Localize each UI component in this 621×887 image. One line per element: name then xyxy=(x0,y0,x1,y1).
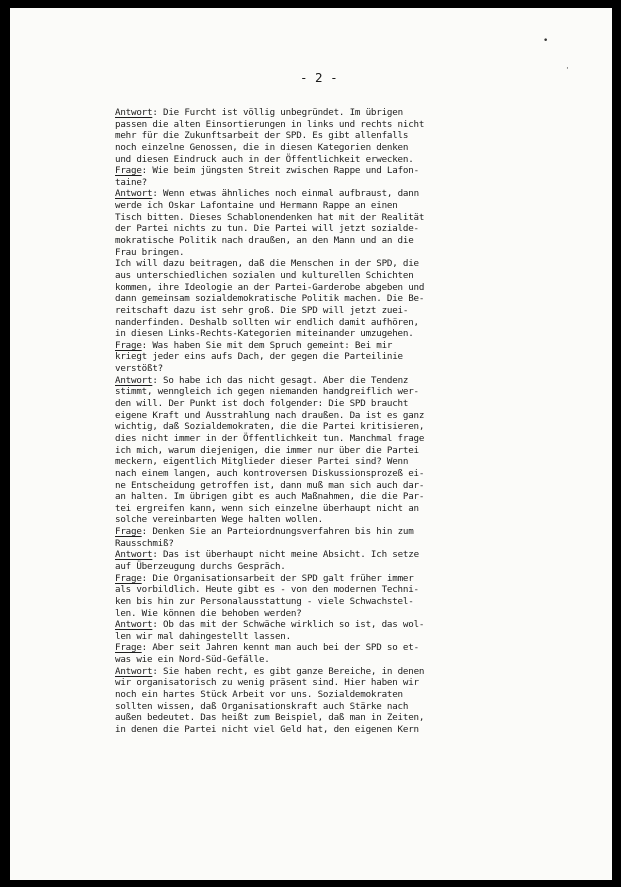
text-line xyxy=(115,491,575,503)
text-line xyxy=(115,130,575,142)
speaker-label: Antwort xyxy=(115,549,153,561)
interview-text xyxy=(115,107,575,736)
line-text: wichtig, daß Sozialdemokraten, die die Partei kritisieren, xyxy=(115,421,425,433)
text-line xyxy=(115,468,575,480)
line-text: verstößt? xyxy=(115,363,163,375)
page-number: - 2 - xyxy=(300,70,338,85)
line-text: : Ob das mit der Schwäche wirklich so ist, das wol- xyxy=(152,619,425,631)
line-text: len wir mal dahingestellt lassen. xyxy=(115,630,291,642)
text-line xyxy=(115,631,575,643)
line-text: : Wie beim jüngsten Streit zwischen Rappe und Lafon- xyxy=(141,165,419,177)
text-line xyxy=(115,480,575,492)
text-line xyxy=(115,654,575,666)
line-text: ne Entscheidung getroffen ist, dann muß man sich auch dar- xyxy=(115,479,425,491)
text-line xyxy=(115,549,575,561)
line-text: ich mich, warum diejenigen, die immer nur über die Partei xyxy=(115,444,419,456)
speaker-label: Frage xyxy=(115,572,142,584)
speaker-label: Frage xyxy=(115,165,142,177)
text-line xyxy=(115,142,575,154)
text-line xyxy=(115,398,575,410)
text-line xyxy=(115,573,575,585)
line-text: und diesen Eindruck auch in der Öffentlichkeit erwecken. xyxy=(115,153,414,165)
text-line xyxy=(115,514,575,526)
line-text: Tisch bitten. Dieses Schablonendenken hat mit der Realität xyxy=(115,211,425,223)
text-line xyxy=(115,677,575,689)
text-line xyxy=(115,445,575,457)
text-line xyxy=(115,235,575,247)
text-line xyxy=(115,584,575,596)
text-line xyxy=(115,724,575,736)
line-text: mokratische Politik nach draußen, an den Mann und an die xyxy=(115,235,414,247)
line-text: : Die Organisationsarbeit der SPD galt früher immer xyxy=(141,572,414,584)
scan-speck: • xyxy=(543,36,549,46)
text-line xyxy=(115,119,575,131)
line-text: solche vereinbarten Wege halten wollen. xyxy=(115,514,323,526)
text-line xyxy=(115,666,575,678)
line-text: : Aber seit Jahren kennt man auch bei der SPD so et- xyxy=(141,642,419,654)
line-text: taine? xyxy=(115,176,147,188)
line-text: : Denken Sie an Parteiordnungsverfahren bis hin zum xyxy=(141,526,414,538)
line-text: : Das ist überhaupt nicht meine Absicht. Ich setze xyxy=(152,549,419,561)
line-text: ken bis hin zur Personalausstattung - viele Schwachstel- xyxy=(115,595,414,607)
text-line xyxy=(115,712,575,724)
text-line xyxy=(115,410,575,422)
speaker-label: Frage xyxy=(115,642,142,654)
line-text: wir organisatorisch zu wenig präsent sind. Hier haben wir xyxy=(115,677,419,689)
line-text: an halten. Im übrigen gibt es auch Maßnahmen, die die Par- xyxy=(115,491,425,503)
line-text: stimmt, wenngleich ich gegen niemanden handgreiflich wer- xyxy=(115,386,419,398)
line-text: nanderfinden. Deshalb sollten wir endlich damit aufhören, xyxy=(115,316,419,328)
line-text: Rausschmiß? xyxy=(115,537,174,549)
line-text: : Wenn etwas ähnliches noch einmal aufbraust, dann xyxy=(152,188,419,200)
text-line xyxy=(115,165,575,177)
text-line xyxy=(115,526,575,538)
line-text: mehr für die Zukunftsarbeit der SPD. Es gibt allenfalls xyxy=(115,130,409,142)
text-line xyxy=(115,177,575,189)
text-line xyxy=(115,375,575,387)
text-line xyxy=(115,270,575,282)
text-line xyxy=(115,503,575,515)
text-line xyxy=(115,608,575,620)
line-text: in diesen Links-Rechts-Kategorien miteinander umzugehen. xyxy=(115,328,414,340)
text-line xyxy=(115,293,575,305)
speaker-label: Antwort xyxy=(115,374,153,386)
line-text: dies nicht immer in der Öffentlichkeit tun. Manchmal frage xyxy=(115,432,425,444)
line-text: den will. Der Punkt ist doch folgender: Die SPD braucht xyxy=(115,398,409,410)
text-line xyxy=(115,561,575,573)
text-line xyxy=(115,642,575,654)
text-line xyxy=(115,363,575,375)
text-line xyxy=(115,247,575,259)
line-text: nach einem langen, auch kontroversen Diskussionsprozeß ei- xyxy=(115,467,425,479)
speaker-label: Antwort xyxy=(115,619,153,631)
text-line xyxy=(115,328,575,340)
text-line xyxy=(115,317,575,329)
text-line xyxy=(115,282,575,294)
line-text: kommen, ihre Ideologie an der Partei-Garderobe abgeben und xyxy=(115,281,425,293)
speaker-label: Frage xyxy=(115,339,142,351)
text-line xyxy=(115,456,575,468)
speaker-label: Antwort xyxy=(115,665,153,677)
text-line xyxy=(115,200,575,212)
line-text: tei ergreifen kann, wenn sich einzelne überhaupt nicht an xyxy=(115,502,419,514)
text-line xyxy=(115,223,575,235)
line-text: Ich will dazu beitragen, daß die Menschen in der SPD, die xyxy=(115,258,419,270)
text-line xyxy=(115,188,575,200)
line-text: noch einzelne Genossen, die in diesen Kategorien denken xyxy=(115,141,409,153)
text-line xyxy=(115,258,575,270)
line-text: was wie ein Nord-Süd-Gefälle. xyxy=(115,654,270,666)
text-line xyxy=(115,619,575,631)
line-text: reitschaft dazu ist sehr groß. Die SPD will jetzt zuei- xyxy=(115,304,409,316)
text-line xyxy=(115,154,575,166)
text-line xyxy=(115,340,575,352)
line-text: dann gemeinsam sozialdemokratische Politik machen. Die Be- xyxy=(115,293,425,305)
text-line xyxy=(115,433,575,445)
scan-speck: · xyxy=(566,64,569,74)
speaker-label: Antwort xyxy=(115,188,153,200)
text-line xyxy=(115,305,575,317)
line-text: noch ein hartes Stück Arbeit vor uns. Sozialdemokraten xyxy=(115,689,403,701)
text-line xyxy=(115,107,575,119)
line-text: aus unterschiedlichen sozialen und kulturellen Schichten xyxy=(115,269,414,281)
text-line xyxy=(115,212,575,224)
text-line xyxy=(115,689,575,701)
line-text: : So habe ich das nicht gesagt. Aber die Tendenz xyxy=(152,374,409,386)
speaker-label: Antwort xyxy=(115,107,153,118)
text-line xyxy=(115,351,575,363)
line-text: der Partei nichts zu tun. Die Partei will jetzt sozialde- xyxy=(115,223,419,235)
line-text: außen bedeutet. Das heißt zum Beispiel, daß man in Zeiten, xyxy=(115,712,425,724)
text-line xyxy=(115,596,575,608)
text-line xyxy=(115,421,575,433)
line-text: auf Überzeugung durchs Gespräch. xyxy=(115,560,286,572)
line-text: sollten wissen, daß Organisationskraft auch Stärke nach xyxy=(115,700,409,712)
line-text: passen die alten Einsortierungen in links und rechts nicht xyxy=(115,118,425,130)
text-line xyxy=(115,386,575,398)
line-text: meckern, eigentlich Mitglieder dieser Partei sind? Wenn xyxy=(115,456,409,468)
line-text: len. Wie können die behoben werden? xyxy=(115,607,302,619)
line-text: : Die Furcht ist völlig unbegründet. Im übrigen xyxy=(152,107,403,118)
line-text: eigene Kraft und Ausstrahlung nach draußen. Da ist es ganz xyxy=(115,409,425,421)
text-line xyxy=(115,701,575,713)
line-text: Frau bringen. xyxy=(115,246,185,258)
line-text: als vorbildlich. Heute gibt es - von den modernen Techni- xyxy=(115,584,419,596)
line-text: : Was haben Sie mit dem Spruch gemeint: Bei mir xyxy=(141,339,393,351)
line-text: kriegt jeder eins aufs Dach, der gegen die Parteilinie xyxy=(115,351,403,363)
speaker-label: Frage xyxy=(115,526,142,538)
line-text: : Sie haben recht, es gibt ganze Bereiche, in denen xyxy=(152,665,425,677)
text-line xyxy=(115,538,575,550)
line-text: werde ich Oskar Lafontaine und Hermann Rappe an einen xyxy=(115,200,398,212)
line-text: in denen die Partei nicht viel Geld hat, den eigenen Kern xyxy=(115,723,419,735)
